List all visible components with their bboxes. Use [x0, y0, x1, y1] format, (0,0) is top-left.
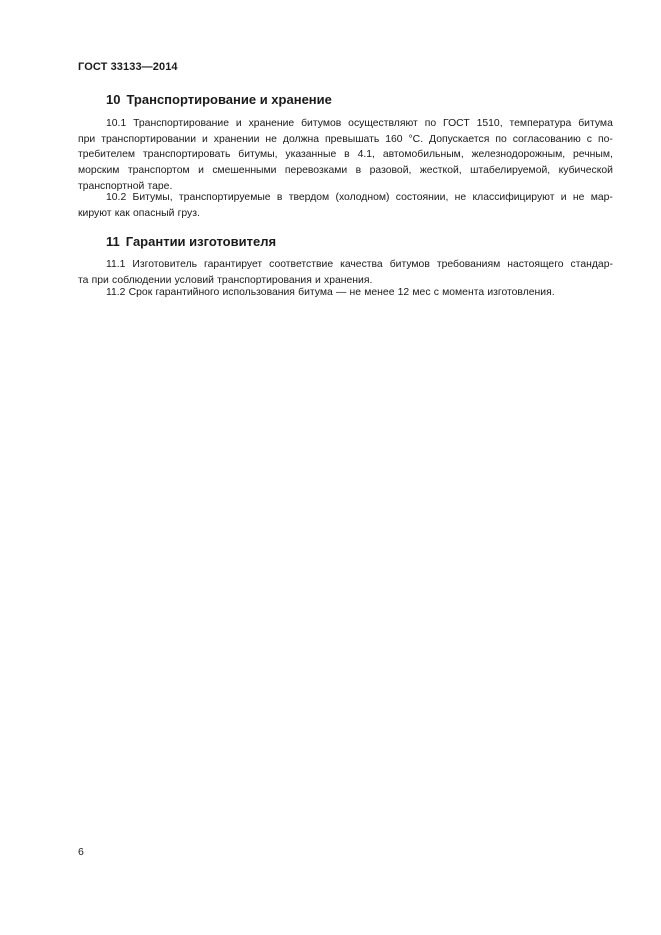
section-title: Транспортирование и хранение [126, 92, 332, 107]
word: жесткой, [419, 165, 462, 177]
word: должна [282, 133, 320, 145]
text-line [78, 257, 613, 273]
word: морским [78, 165, 120, 177]
text-line [78, 147, 613, 163]
word: железнодорожным, [471, 149, 566, 161]
word: условий [174, 274, 214, 286]
section-11-heading [106, 234, 276, 249]
word: ГОСТ [443, 118, 470, 129]
word: и [198, 165, 204, 177]
word: Битумы, [132, 192, 173, 203]
word: таре. [147, 180, 173, 192]
word: менее [364, 287, 395, 298]
word: классифицируют [472, 192, 555, 203]
word: 10.1 [106, 118, 127, 129]
word: в [355, 165, 362, 177]
word: хранении [213, 133, 260, 145]
paragraph-10-2 [78, 190, 613, 221]
word: штабелируемой, [470, 165, 551, 177]
word: осуществляют [348, 118, 418, 129]
word: и [202, 133, 208, 145]
word: 11.1 [106, 259, 126, 270]
section-10-heading [106, 92, 332, 107]
word: качества [340, 259, 383, 270]
word: речным, [573, 149, 613, 161]
word: настоящего [507, 259, 564, 270]
text-line [78, 190, 613, 206]
word: Изготовитель [132, 259, 198, 270]
word: и [315, 274, 321, 286]
word: °С. [408, 133, 424, 145]
word: при [91, 274, 109, 286]
word: транспортом [127, 165, 190, 177]
word: битумы, [238, 149, 278, 161]
word: требителем [78, 149, 136, 161]
word: транспортирования [217, 274, 312, 286]
word: транспортной [78, 180, 145, 192]
word: кируют [78, 207, 112, 219]
word: транспортировании [101, 133, 197, 145]
text-line [78, 285, 613, 301]
word: по [424, 118, 437, 129]
word: гарантийного [155, 287, 220, 298]
word: битумов [301, 118, 342, 129]
word: перевозками [284, 165, 348, 177]
word: Транспортирование [133, 118, 229, 129]
word: гарантирует [204, 259, 263, 270]
word: не [349, 287, 362, 298]
word: и [560, 192, 567, 203]
word: использования [222, 287, 295, 298]
word: согласованию [512, 133, 581, 145]
word: мар- [590, 192, 613, 203]
word: транспортировать [142, 149, 231, 161]
word: соблюдении [112, 274, 172, 286]
text-line [78, 163, 613, 179]
word: 160 [385, 133, 403, 145]
word: транспортируемые [178, 192, 271, 203]
word: как [114, 207, 130, 219]
word: Срок [128, 287, 153, 298]
word: битума [578, 118, 613, 129]
section-number: 10 [106, 92, 121, 107]
word: с [586, 133, 592, 145]
word: Допускается [429, 133, 490, 145]
word: 10.2 [106, 192, 127, 203]
word: не [454, 192, 467, 203]
document-code: ГОСТ 33133—2014 [78, 61, 178, 73]
word: хранение [248, 118, 295, 129]
word: твердом [288, 192, 330, 203]
text-line [78, 116, 613, 132]
word: превышать [325, 133, 380, 145]
page-number: 6 [78, 846, 84, 858]
text-line [78, 206, 613, 222]
word: та [78, 274, 89, 286]
word: момента [442, 287, 485, 298]
word: температура [509, 118, 572, 129]
word: хранения. [324, 274, 373, 286]
word: при [78, 133, 96, 145]
word: стандар- [570, 259, 613, 270]
word: битума [298, 287, 333, 298]
word: 4.1, [357, 149, 375, 161]
word: смешенными [212, 165, 277, 177]
word: 1510, [476, 118, 503, 129]
word: не [265, 133, 277, 145]
paragraph-10-1 [78, 116, 613, 194]
section-title: Гарантии изготовителя [125, 234, 277, 249]
word: — [335, 287, 347, 298]
paragraph-11-2 [78, 285, 613, 301]
word: с [433, 287, 439, 298]
word: указанные [285, 149, 337, 161]
word: по [495, 133, 507, 145]
section-number: 11 [106, 234, 120, 249]
word: состоянии, [395, 192, 449, 203]
word: в [276, 192, 283, 203]
word: опасный [133, 207, 175, 219]
paragraph-11-1 [78, 257, 613, 288]
word: не [572, 192, 585, 203]
word: требованиям [436, 259, 501, 270]
word: изготовления. [487, 287, 555, 298]
word: соответствие [269, 259, 334, 270]
word: 12 [397, 287, 410, 298]
word: груз. [177, 207, 200, 219]
word: автомобильным, [382, 149, 464, 161]
word: по- [597, 133, 613, 145]
word: разовой, [369, 165, 412, 177]
word: 11.2 [106, 287, 126, 298]
word: в [344, 149, 350, 161]
word: и [235, 118, 242, 129]
word: мес [412, 287, 431, 298]
word: битумов [389, 259, 430, 270]
word: (холодном) [335, 192, 390, 203]
text-line [78, 132, 613, 148]
word: кубической [558, 165, 613, 177]
